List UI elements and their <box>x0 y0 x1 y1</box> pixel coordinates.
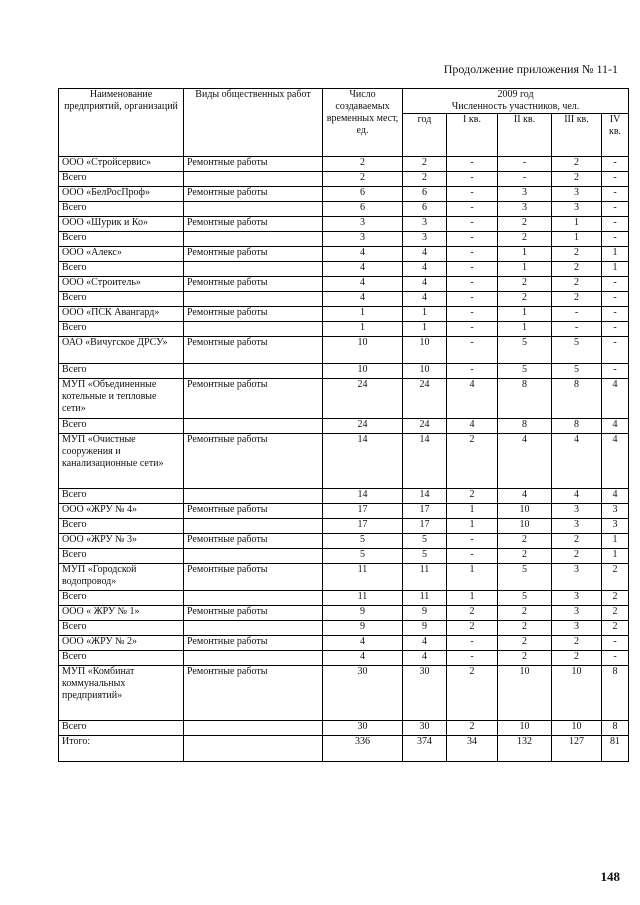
cell-org: МУП «Очистные сооружения и канализационные сети» <box>59 434 184 489</box>
cell-q4: 4 <box>602 379 629 419</box>
cell-q3: 2 <box>552 651 602 666</box>
cell-work <box>184 736 323 762</box>
cell-count: 2 <box>323 157 403 172</box>
cell-q2: 5 <box>498 564 552 591</box>
cell-q1: - <box>447 217 498 232</box>
header-work: Виды общественных работ <box>184 89 323 157</box>
table-row <box>59 666 629 721</box>
table-row <box>59 379 629 419</box>
cell-q1: - <box>447 364 498 379</box>
cell-q4: - <box>602 337 629 364</box>
cell-count: 11 <box>323 591 403 606</box>
cell-q2: 8 <box>498 419 552 434</box>
cell-q2: 1 <box>498 322 552 337</box>
cell-q3: 4 <box>552 489 602 504</box>
cell-q4: - <box>602 202 629 217</box>
cell-q2: 5 <box>498 591 552 606</box>
cell-q1: - <box>447 232 498 247</box>
table-row <box>59 172 629 187</box>
cell-count: 17 <box>323 504 403 519</box>
cell-q1: - <box>447 157 498 172</box>
cell-q3: 3 <box>552 519 602 534</box>
cell-year: 24 <box>403 419 447 434</box>
cell-q2: 2 <box>498 621 552 636</box>
cell-q2: 5 <box>498 364 552 379</box>
cell-q4: 2 <box>602 591 629 606</box>
header-year-title: 2009 год <box>497 89 534 100</box>
cell-q2: 10 <box>498 504 552 519</box>
cell-q1: - <box>447 202 498 217</box>
cell-org: Всего <box>59 322 184 337</box>
table-body <box>59 157 629 762</box>
cell-work <box>184 519 323 534</box>
cell-q2: 10 <box>498 721 552 736</box>
table-row <box>59 262 629 277</box>
cell-count: 24 <box>323 419 403 434</box>
cell-org: Всего <box>59 364 184 379</box>
cell-year: 4 <box>403 247 447 262</box>
cell-year: 3 <box>403 232 447 247</box>
cell-org: Всего <box>59 202 184 217</box>
table-row <box>59 292 629 307</box>
table-row <box>59 621 629 636</box>
cell-work: Ремонтные работы <box>184 337 323 364</box>
cell-q4: - <box>602 322 629 337</box>
cell-q4: 2 <box>602 606 629 621</box>
cell-count: 24 <box>323 379 403 419</box>
cell-q1: 2 <box>447 489 498 504</box>
cell-year: 2 <box>403 157 447 172</box>
cell-work <box>184 621 323 636</box>
cell-q4: - <box>602 307 629 322</box>
cell-q4: 4 <box>602 419 629 434</box>
table-row <box>59 606 629 621</box>
table-row <box>59 202 629 217</box>
table-row <box>59 564 629 591</box>
cell-work <box>184 322 323 337</box>
cell-count: 4 <box>323 277 403 292</box>
header-count: Число создаваемых временных мест, ед. <box>323 89 403 157</box>
cell-count: 10 <box>323 364 403 379</box>
cell-year: 1 <box>403 307 447 322</box>
cell-year: 374 <box>403 736 447 762</box>
cell-q2: 1 <box>498 262 552 277</box>
cell-q1: 1 <box>447 519 498 534</box>
cell-q2: 2 <box>498 292 552 307</box>
cell-q1: - <box>447 651 498 666</box>
cell-q3: 10 <box>552 666 602 721</box>
cell-q2: 4 <box>498 434 552 489</box>
cell-org: ООО «БелРосПроф» <box>59 187 184 202</box>
cell-count: 4 <box>323 247 403 262</box>
cell-q4: 3 <box>602 504 629 519</box>
header-note: Продолжение приложения № 11-1 <box>443 62 618 76</box>
cell-q1: - <box>447 172 498 187</box>
table-row <box>59 337 629 364</box>
cell-q4: - <box>602 187 629 202</box>
table-row <box>59 549 629 564</box>
table-row <box>59 519 629 534</box>
cell-org: Всего <box>59 549 184 564</box>
cell-q2: 2 <box>498 534 552 549</box>
table-row <box>59 247 629 262</box>
cell-count: 30 <box>323 721 403 736</box>
cell-q1: - <box>447 247 498 262</box>
cell-q2: 4 <box>498 489 552 504</box>
cell-year: 24 <box>403 379 447 419</box>
cell-year: 14 <box>403 434 447 489</box>
cell-org: МУП «Городской водопровод» <box>59 564 184 591</box>
cell-q3: 4 <box>552 434 602 489</box>
cell-count: 3 <box>323 217 403 232</box>
cell-q2: 3 <box>498 187 552 202</box>
cell-org: Всего <box>59 621 184 636</box>
cell-q3: 8 <box>552 419 602 434</box>
cell-year: 4 <box>403 277 447 292</box>
cell-count: 10 <box>323 337 403 364</box>
cell-work <box>184 549 323 564</box>
cell-org: Всего <box>59 232 184 247</box>
cell-count: 30 <box>323 666 403 721</box>
cell-q4: - <box>602 364 629 379</box>
table-row <box>59 277 629 292</box>
cell-year: 4 <box>403 292 447 307</box>
cell-q2: - <box>498 157 552 172</box>
cell-count: 6 <box>323 202 403 217</box>
cell-q4: - <box>602 172 629 187</box>
table-row <box>59 434 629 489</box>
cell-q2: 2 <box>498 217 552 232</box>
page-number: 148 <box>600 869 620 884</box>
cell-work: Ремонтные работы <box>184 534 323 549</box>
cell-q1: - <box>447 636 498 651</box>
cell-count: 17 <box>323 519 403 534</box>
cell-q3: 2 <box>552 292 602 307</box>
table-row <box>59 489 629 504</box>
cell-org: ООО «Алекс» <box>59 247 184 262</box>
cell-q3: - <box>552 322 602 337</box>
cell-work: Ремонтные работы <box>184 564 323 591</box>
cell-work: Ремонтные работы <box>184 247 323 262</box>
cell-org: Всего <box>59 262 184 277</box>
table-row <box>59 217 629 232</box>
cell-q3: 5 <box>552 364 602 379</box>
table-row <box>59 232 629 247</box>
cell-q4: 8 <box>602 666 629 721</box>
cell-q3: 2 <box>552 636 602 651</box>
cell-year: 3 <box>403 217 447 232</box>
cell-year: 6 <box>403 202 447 217</box>
cell-work <box>184 419 323 434</box>
cell-q4: 4 <box>602 434 629 489</box>
cell-count: 2 <box>323 172 403 187</box>
cell-year: 4 <box>403 262 447 277</box>
cell-q3: - <box>552 307 602 322</box>
cell-year: 4 <box>403 651 447 666</box>
cell-q1: - <box>447 337 498 364</box>
header-year: год <box>403 114 447 157</box>
cell-q1: 4 <box>447 379 498 419</box>
table-row <box>59 651 629 666</box>
cell-q1: - <box>447 187 498 202</box>
cell-q2: 132 <box>498 736 552 762</box>
cell-org: Итого: <box>59 736 184 762</box>
cell-q1: - <box>447 534 498 549</box>
cell-year: 30 <box>403 721 447 736</box>
cell-count: 11 <box>323 564 403 591</box>
cell-q3: 127 <box>552 736 602 762</box>
cell-year: 10 <box>403 337 447 364</box>
cell-q2: 5 <box>498 337 552 364</box>
table-row <box>59 636 629 651</box>
cell-q1: - <box>447 277 498 292</box>
cell-q2: 2 <box>498 549 552 564</box>
cell-work <box>184 172 323 187</box>
cell-q3: 3 <box>552 187 602 202</box>
cell-year: 5 <box>403 549 447 564</box>
cell-q3: 1 <box>552 217 602 232</box>
cell-q4: 1 <box>602 534 629 549</box>
cell-q1: - <box>447 262 498 277</box>
cell-q3: 3 <box>552 202 602 217</box>
cell-count: 1 <box>323 307 403 322</box>
table-row <box>59 591 629 606</box>
cell-org: Всего <box>59 292 184 307</box>
cell-work: Ремонтные работы <box>184 606 323 621</box>
cell-q1: 2 <box>447 606 498 621</box>
cell-org: ОАО «Вичугское ДРСУ» <box>59 337 184 364</box>
cell-q1: 1 <box>447 564 498 591</box>
cell-q3: 2 <box>552 534 602 549</box>
cell-org: ООО «ПСК Авангард» <box>59 307 184 322</box>
table-row <box>59 307 629 322</box>
cell-org: Всего <box>59 519 184 534</box>
cell-year: 5 <box>403 534 447 549</box>
cell-q1: 1 <box>447 591 498 606</box>
cell-q1: - <box>447 292 498 307</box>
header-q4: IV кв. <box>602 114 629 157</box>
cell-q3: 8 <box>552 379 602 419</box>
cell-work <box>184 489 323 504</box>
cell-work: Ремонтные работы <box>184 379 323 419</box>
cell-q4: 2 <box>602 621 629 636</box>
cell-org: ООО «ЖРУ № 2» <box>59 636 184 651</box>
cell-count: 14 <box>323 434 403 489</box>
header-participants-title: Численность участников, чел. <box>451 101 580 112</box>
cell-count: 9 <box>323 621 403 636</box>
cell-q2: 3 <box>498 202 552 217</box>
cell-org: ООО «ЖРУ № 4» <box>59 504 184 519</box>
cell-year: 9 <box>403 606 447 621</box>
cell-count: 5 <box>323 534 403 549</box>
cell-org: МУП «Объединенные котельные и тепловые сети» <box>59 379 184 419</box>
cell-year: 1 <box>403 322 447 337</box>
cell-q4: 8 <box>602 721 629 736</box>
cell-q2: 1 <box>498 247 552 262</box>
header-q1: I кв. <box>447 114 498 157</box>
cell-year: 4 <box>403 636 447 651</box>
cell-work: Ремонтные работы <box>184 187 323 202</box>
cell-q1: - <box>447 307 498 322</box>
cell-q2: 10 <box>498 666 552 721</box>
cell-year: 30 <box>403 666 447 721</box>
cell-q4: - <box>602 217 629 232</box>
cell-q3: 2 <box>552 247 602 262</box>
table-row <box>59 504 629 519</box>
table-row <box>59 534 629 549</box>
cell-count: 3 <box>323 232 403 247</box>
cell-work <box>184 292 323 307</box>
table-row <box>59 364 629 379</box>
cell-work: Ремонтные работы <box>184 157 323 172</box>
cell-q2: 2 <box>498 636 552 651</box>
cell-org: Всего <box>59 489 184 504</box>
cell-org: Всего <box>59 591 184 606</box>
cell-count: 336 <box>323 736 403 762</box>
cell-q1: 4 <box>447 419 498 434</box>
header-year-group <box>403 89 629 114</box>
cell-q3: 3 <box>552 606 602 621</box>
cell-year: 14 <box>403 489 447 504</box>
cell-q4: 81 <box>602 736 629 762</box>
cell-work: Ремонтные работы <box>184 434 323 489</box>
cell-q3: 10 <box>552 721 602 736</box>
cell-count: 6 <box>323 187 403 202</box>
cell-count: 9 <box>323 606 403 621</box>
header-q3: III кв. <box>552 114 602 157</box>
cell-year: 2 <box>403 172 447 187</box>
cell-q3: 2 <box>552 172 602 187</box>
cell-org: ООО «Строитель» <box>59 277 184 292</box>
cell-year: 11 <box>403 591 447 606</box>
cell-q4: - <box>602 651 629 666</box>
cell-q3: 2 <box>552 277 602 292</box>
cell-q3: 2 <box>552 262 602 277</box>
cell-q3: 3 <box>552 564 602 591</box>
cell-q4: - <box>602 636 629 651</box>
cell-work <box>184 364 323 379</box>
cell-q4: - <box>602 232 629 247</box>
cell-q1: 2 <box>447 434 498 489</box>
cell-q1: - <box>447 549 498 564</box>
table-row <box>59 736 629 762</box>
cell-q2: 2 <box>498 232 552 247</box>
cell-work <box>184 591 323 606</box>
cell-count: 4 <box>323 636 403 651</box>
cell-q4: 1 <box>602 247 629 262</box>
cell-q4: 1 <box>602 262 629 277</box>
cell-count: 1 <box>323 322 403 337</box>
cell-q4: - <box>602 292 629 307</box>
cell-org: ООО «Стройсервис» <box>59 157 184 172</box>
participants-table <box>58 88 629 762</box>
cell-q4: - <box>602 157 629 172</box>
cell-org: Всего <box>59 651 184 666</box>
cell-count: 5 <box>323 549 403 564</box>
table-row <box>59 322 629 337</box>
table-row <box>59 721 629 736</box>
cell-work: Ремонтные работы <box>184 666 323 721</box>
cell-year: 9 <box>403 621 447 636</box>
cell-count: 4 <box>323 651 403 666</box>
cell-org: ООО « ЖРУ № 1» <box>59 606 184 621</box>
cell-year: 11 <box>403 564 447 591</box>
cell-org: Всего <box>59 172 184 187</box>
table-row <box>59 187 629 202</box>
cell-work: Ремонтные работы <box>184 277 323 292</box>
cell-q2: 2 <box>498 606 552 621</box>
cell-q3: 5 <box>552 337 602 364</box>
cell-q4: - <box>602 277 629 292</box>
cell-year: 6 <box>403 187 447 202</box>
cell-work <box>184 721 323 736</box>
cell-org: Всего <box>59 419 184 434</box>
cell-q2: 2 <box>498 651 552 666</box>
header-org: Наименование предприятий, организаций <box>59 89 184 157</box>
cell-q3: 3 <box>552 591 602 606</box>
cell-q3: 1 <box>552 232 602 247</box>
cell-work: Ремонтные работы <box>184 636 323 651</box>
table-row <box>59 157 629 172</box>
cell-q2: 8 <box>498 379 552 419</box>
cell-q4: 1 <box>602 549 629 564</box>
cell-org: ООО «Шурик и Ко» <box>59 217 184 232</box>
cell-q4: 3 <box>602 519 629 534</box>
cell-year: 17 <box>403 519 447 534</box>
cell-q1: - <box>447 322 498 337</box>
cell-q1: 2 <box>447 666 498 721</box>
cell-work: Ремонтные работы <box>184 504 323 519</box>
cell-q1: 1 <box>447 504 498 519</box>
cell-count: 14 <box>323 489 403 504</box>
cell-q4: 4 <box>602 489 629 504</box>
cell-work <box>184 202 323 217</box>
cell-year: 17 <box>403 504 447 519</box>
cell-org: МУП «Комбинат коммунальных предприятий» <box>59 666 184 721</box>
cell-work <box>184 232 323 247</box>
cell-q2: 1 <box>498 307 552 322</box>
cell-org: Всего <box>59 721 184 736</box>
cell-q3: 3 <box>552 621 602 636</box>
cell-work: Ремонтные работы <box>184 217 323 232</box>
cell-q3: 2 <box>552 549 602 564</box>
header-q2: II кв. <box>498 114 552 157</box>
cell-org: ООО «ЖРУ № 3» <box>59 534 184 549</box>
cell-q4: 2 <box>602 564 629 591</box>
cell-q2: 2 <box>498 277 552 292</box>
cell-q3: 2 <box>552 157 602 172</box>
cell-q2: 10 <box>498 519 552 534</box>
cell-count: 4 <box>323 262 403 277</box>
cell-q3: 3 <box>552 504 602 519</box>
cell-q1: 2 <box>447 721 498 736</box>
cell-count: 4 <box>323 292 403 307</box>
cell-q2: - <box>498 172 552 187</box>
cell-work <box>184 651 323 666</box>
cell-q1: 34 <box>447 736 498 762</box>
cell-work: Ремонтные работы <box>184 307 323 322</box>
cell-year: 10 <box>403 364 447 379</box>
cell-q1: 2 <box>447 621 498 636</box>
cell-work <box>184 262 323 277</box>
table-row <box>59 419 629 434</box>
